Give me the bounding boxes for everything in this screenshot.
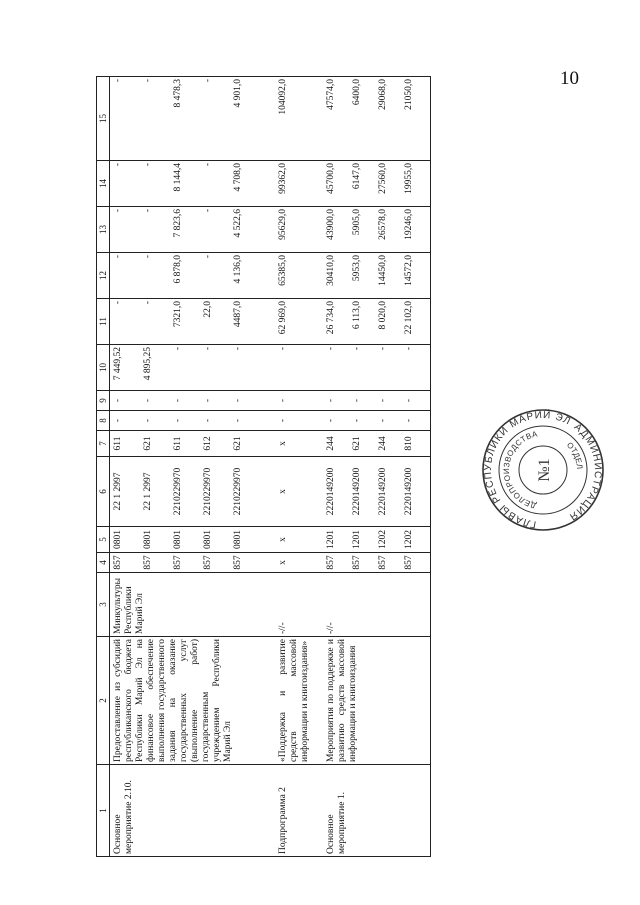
value-line: 0801 — [143, 530, 153, 549]
gap-cell — [311, 299, 323, 345]
value-line: x — [278, 489, 288, 494]
stamp-outer-text: ГЛАВЫ РЕСПУБЛИКИ МАРИЙ ЭЛ — [482, 409, 573, 530]
value-line: 19246,0 — [404, 209, 414, 240]
value-line: 21050,0 — [404, 79, 414, 110]
value-line: 14450,0 — [378, 255, 388, 286]
value-line: - — [113, 209, 123, 213]
value-line: - — [143, 398, 153, 403]
svg-text:ОТДЕЛ — [565, 440, 584, 469]
value-line: 857 — [404, 555, 414, 570]
value-line: - — [143, 255, 153, 259]
value-line: 4 708,0 — [233, 163, 243, 192]
gap-cell — [311, 765, 323, 857]
row-title-line: Основное — [113, 814, 123, 854]
row-title-cell — [110, 765, 264, 857]
value-line: 6400,0 — [352, 79, 362, 106]
value-line: - — [113, 398, 123, 403]
value-line: - — [404, 418, 414, 423]
column-header: 8 — [97, 411, 110, 431]
value-cell — [275, 457, 311, 527]
column-header: 14 — [97, 161, 110, 207]
value-cell — [110, 207, 264, 253]
value-cell — [323, 391, 431, 411]
value-line: 612 — [203, 436, 213, 451]
value-line: - — [352, 398, 362, 403]
gap-cell — [263, 411, 275, 431]
value-cell — [323, 527, 431, 553]
value-line: 8 020,0 — [378, 301, 388, 330]
value-cell — [275, 77, 311, 161]
value-cell — [110, 553, 264, 573]
value-line: 2220149200 — [378, 467, 388, 516]
value-cell — [110, 391, 264, 411]
gap-cell — [311, 573, 323, 637]
value-cell — [110, 77, 264, 161]
value-line: - — [203, 398, 213, 403]
value-line: 27560,0 — [378, 163, 388, 194]
value-line: - — [378, 418, 388, 423]
column-header: 6 — [97, 457, 110, 527]
value-cell — [275, 161, 311, 207]
value-line: - — [143, 163, 153, 167]
gap-cell — [311, 553, 323, 573]
value-cell — [275, 207, 311, 253]
value-line: - — [143, 418, 153, 423]
value-line: - — [278, 418, 288, 423]
value-line: - — [326, 398, 336, 403]
value-cell — [110, 457, 264, 527]
value-line: 4 895,25 — [143, 347, 153, 381]
value-line: 22,0 — [203, 301, 213, 318]
value-line: - — [113, 418, 123, 423]
value-line: 14572,0 — [404, 255, 414, 286]
page-number: 10 — [560, 68, 579, 89]
value-line: - — [173, 418, 183, 423]
value-line: 47574,0 — [326, 79, 336, 110]
value-line: 26578,0 — [378, 209, 388, 240]
gap-cell — [263, 207, 275, 253]
value-cell — [323, 431, 431, 457]
value-line: 30410,0 — [326, 255, 336, 286]
value-line: x — [278, 560, 288, 565]
stamp-inner-text: ДЕЛОПРОИЗВОДСТВА — [501, 429, 539, 511]
svg-text:ДЕЛОПРОИЗВОДСТВА — [502, 429, 539, 510]
value-line: 22 102,0 — [404, 301, 414, 335]
table-row — [110, 77, 264, 857]
value-line: 2220149200 — [352, 467, 362, 516]
value-line: 857 — [173, 555, 183, 570]
value-cell — [275, 411, 311, 431]
value-line: 22 1 2997 — [113, 472, 123, 511]
value-cell — [110, 253, 264, 299]
executor-cell: -//- — [323, 573, 431, 637]
value-line: 7 823,6 — [173, 209, 183, 238]
value-line: - — [326, 347, 336, 351]
stamp-center-number: №1 — [536, 458, 553, 482]
gap-cell — [311, 457, 323, 527]
value-line: - — [203, 209, 213, 213]
official-stamp — [478, 405, 608, 535]
value-cell — [275, 431, 311, 457]
value-line: - — [203, 79, 213, 83]
value-line: - — [404, 347, 414, 351]
value-line: 0801 — [173, 530, 183, 549]
value-line: 244 — [326, 436, 336, 451]
column-header: 11 — [97, 299, 110, 345]
value-line: 7 449,52 — [113, 347, 123, 381]
value-cell — [275, 345, 311, 391]
value-line: - — [404, 398, 414, 403]
value-line: 4 522,6 — [233, 209, 243, 238]
value-line: - — [233, 398, 243, 403]
value-line: - — [113, 163, 123, 167]
value-cell — [275, 391, 311, 411]
value-line: - — [143, 301, 153, 305]
value-line: 29068,0 — [378, 79, 388, 110]
gap-cell — [311, 637, 323, 765]
row-title-cell — [323, 765, 431, 857]
value-line: 8 478,3 — [173, 79, 183, 108]
value-line: 62 969,0 — [278, 301, 288, 335]
value-cell — [323, 411, 431, 431]
value-cell — [323, 299, 431, 345]
value-line: 244 — [378, 436, 388, 451]
value-cell — [323, 207, 431, 253]
gap-cell — [263, 573, 275, 637]
value-line: 22 1 2997 — [143, 472, 153, 511]
gap-cell — [311, 527, 323, 553]
value-line: - — [203, 163, 213, 167]
row-title-line: Подпрограмма 2 — [278, 787, 288, 854]
value-line: 857 — [352, 555, 362, 570]
column-header: 10 — [97, 345, 110, 391]
value-line: 5953,0 — [352, 255, 362, 282]
value-line: - — [278, 347, 288, 351]
value-line: - — [233, 347, 243, 351]
value-line: 611 — [113, 436, 123, 451]
column-header: 1 — [97, 765, 110, 857]
gap-cell — [311, 411, 323, 431]
value-cell — [110, 161, 264, 207]
gap-cell — [311, 253, 323, 299]
value-line: - — [378, 347, 388, 351]
gap-cell — [263, 299, 275, 345]
value-line: 6147,0 — [352, 163, 362, 190]
row-title-cell — [275, 765, 311, 857]
column-header: 5 — [97, 527, 110, 553]
row-gap — [311, 77, 323, 857]
value-line: 4487,0 — [233, 301, 243, 328]
value-line: 857 — [233, 555, 243, 570]
gap-cell — [263, 765, 275, 857]
value-cell — [323, 457, 431, 527]
value-line: 19955,0 — [404, 163, 414, 194]
value-line: 611 — [173, 436, 183, 451]
value-line: 810 — [404, 436, 414, 451]
value-line: - — [326, 418, 336, 423]
value-line: - — [378, 398, 388, 403]
value-cell — [275, 253, 311, 299]
value-line: x — [278, 537, 288, 542]
value-cell — [323, 161, 431, 207]
value-line: 4 901,0 — [233, 79, 243, 108]
value-line: 1202 — [378, 530, 388, 549]
value-cell — [323, 553, 431, 573]
value-line: - — [203, 418, 213, 423]
value-line: - — [278, 398, 288, 403]
header-row — [97, 77, 110, 857]
gap-cell — [311, 161, 323, 207]
gap-cell — [311, 77, 323, 161]
executor-cell: Минкультуры Республики Марий Эл — [110, 573, 264, 637]
stamp-inner-text-2: ОТДЕЛ — [564, 440, 585, 470]
value-cell — [110, 431, 264, 457]
gap-cell — [311, 207, 323, 253]
value-line: 6 878,0 — [173, 255, 183, 284]
value-line: 2210229970 — [203, 467, 213, 516]
gap-cell — [263, 345, 275, 391]
stamp-outer-text-2: АДМИНИСТРАЦИЯ — [566, 421, 604, 523]
value-line: - — [203, 347, 213, 351]
value-line: 99362,0 — [278, 163, 288, 194]
column-header: 15 — [97, 77, 110, 161]
row-title-line: мероприятие 1. — [337, 792, 347, 854]
value-line: - — [233, 418, 243, 423]
row-title-line: Основное — [326, 814, 336, 854]
description-cell: Мероприятия по поддержке и развитию средств массовой информации и книгоиздания — [323, 637, 431, 765]
rotated-table-container — [96, 77, 479, 857]
value-line: - — [352, 418, 362, 423]
value-line: 0801 — [233, 530, 243, 549]
value-cell — [110, 345, 264, 391]
gap-cell — [263, 161, 275, 207]
value-line: 5905,0 — [352, 209, 362, 236]
value-line: 621 — [233, 436, 243, 451]
description-cell: «Поддержка и развитие средств массовой информации и книгоиздания» — [275, 637, 311, 765]
gap-cell — [263, 527, 275, 553]
value-line: - — [113, 79, 123, 83]
budget-table — [96, 76, 431, 857]
value-cell — [110, 299, 264, 345]
value-line: - — [143, 79, 153, 83]
gap-cell — [311, 345, 323, 391]
value-cell — [275, 553, 311, 573]
value-line: 857 — [203, 555, 213, 570]
value-cell — [275, 527, 311, 553]
value-line: - — [352, 347, 362, 351]
value-line: 2210229970 — [233, 467, 243, 516]
value-line: 45700,0 — [326, 163, 336, 194]
table-row — [323, 77, 431, 857]
gap-cell — [263, 253, 275, 299]
gap-cell — [263, 77, 275, 161]
column-header: 4 — [97, 553, 110, 573]
table-row — [275, 77, 311, 857]
value-line: 1201 — [326, 530, 336, 549]
value-line: 26 734,0 — [326, 301, 336, 335]
value-line: x — [278, 441, 288, 446]
description-cell: Предоставление из субсидий республиканского бюджета Республики Марий Эл на финансовое обеспечение выполнения государственного задания на оказание государственных услуг (выполнение работ) государственным учреждением Республики Марий Эл — [110, 637, 264, 765]
value-line: 621 — [143, 436, 153, 451]
value-line: - — [143, 209, 153, 213]
row-title-line: мероприятие 2.10. — [124, 780, 134, 854]
value-line: 857 — [326, 555, 336, 570]
executor-cell: -//- — [275, 573, 311, 637]
gap-cell — [263, 553, 275, 573]
value-cell — [110, 411, 264, 431]
gap-cell — [263, 457, 275, 527]
column-header: 2 — [97, 637, 110, 765]
value-line: 0801 — [203, 530, 213, 549]
value-cell — [323, 77, 431, 161]
gap-cell — [263, 431, 275, 457]
value-line: 2220149200 — [404, 467, 414, 516]
value-line: 8 144,4 — [173, 163, 183, 192]
value-line: 7321,0 — [173, 301, 183, 328]
value-cell — [323, 345, 431, 391]
value-line: - — [173, 347, 183, 351]
value-line: 857 — [378, 555, 388, 570]
gap-cell — [311, 391, 323, 411]
value-line: 4 136,0 — [233, 255, 243, 284]
value-line: 6 113,0 — [352, 301, 362, 330]
gap-cell — [263, 391, 275, 411]
gap-cell — [263, 637, 275, 765]
value-line: 1202 — [404, 530, 414, 549]
value-cell — [275, 299, 311, 345]
value-line: 2210229970 — [173, 467, 183, 516]
value-line: 857 — [143, 555, 153, 570]
column-header: 13 — [97, 207, 110, 253]
value-line: 1201 — [352, 530, 362, 549]
column-header: 12 — [97, 253, 110, 299]
value-line: 2220149200 — [326, 467, 336, 516]
value-cell — [323, 253, 431, 299]
value-line: - — [113, 301, 123, 305]
value-line: - — [203, 255, 213, 259]
value-line: 95629,0 — [278, 209, 288, 240]
value-cell — [110, 527, 264, 553]
value-line: - — [113, 255, 123, 259]
value-line: 43900,0 — [326, 209, 336, 240]
stamp-seal-icon — [478, 405, 608, 535]
value-line: 0801 — [113, 530, 123, 549]
column-header: 3 — [97, 573, 110, 637]
value-line: 621 — [352, 436, 362, 451]
row-gap — [263, 77, 275, 857]
value-line: 65385,0 — [278, 255, 288, 286]
value-line: 857 — [113, 555, 123, 570]
column-header: 9 — [97, 391, 110, 411]
value-line: - — [173, 398, 183, 403]
column-header: 7 — [97, 431, 110, 457]
value-line: 104092,0 — [278, 79, 288, 115]
gap-cell — [311, 431, 323, 457]
